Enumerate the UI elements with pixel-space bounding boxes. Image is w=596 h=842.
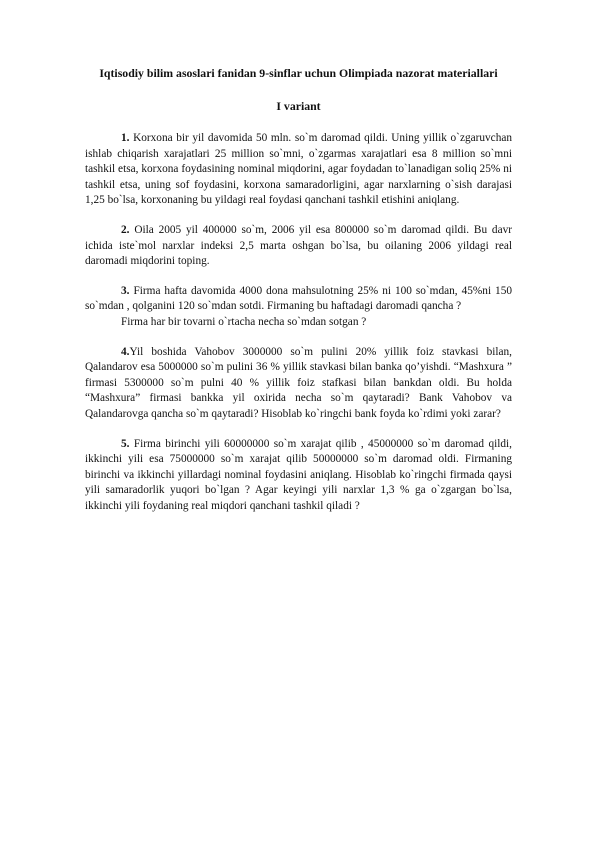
- document-page: [85, 66, 512, 528]
- problem-body: Firma hafta davomida 4000 dona mahsulotning 25% ni 100 so`mdan, 45%ni 150 so`mdan , qolganini 120 so`mdan sotdi. Firmaning bu haftadagi daromadi qancha ?: [85, 284, 513, 313]
- problem-5: [85, 437, 512, 515]
- problem-text: [85, 284, 512, 315]
- problem-number: 3.: [121, 284, 130, 297]
- problem-body: Firma birinchi yili 60000000 so`m xarajat qilib , 45000000 so`m daromad qildi, ikkinchi yili esa 75000000 so`m xarajat qilib 50000000 so`m daromad oldi. Firmaning birinchi va ikkinchi yillardagi nominal foydasini aniqlang. Hisoblab ko`ringchi firmada qaysi yili samaradorlik yuqori bo`lgan ? Agar keyingi yili narxlar 1,3 % ga o`zgargan bo`lsa, ikkinchi yili foydaning real miqdori qanchani tashkil qiladi ?: [85, 437, 512, 512]
- problem-body: Korxona bir yil davomida 50 mln. so`m daromad qildi. Uning yillik o`zgaruvchan ishlab chiqarish xarajatlari 25 million so`mni, o`zgarmas xarajatlari esa 8 million so`mni tashkil etsa, korxona foydasining nominal miqdorini, agar foydadan to`lanadigan soliq 25% ni tashkil etsa, uning sof foydasini, korxona samaradorligini, agar narxlarning o`sish darajasi 1,25 bo`lsa, korxonaning bu yildagi real foydasi qanchani tashkil etishini aniqlang.: [85, 132, 513, 207]
- problem-number: 4.: [121, 345, 130, 358]
- problem-body: Yil boshida Vahobov 3000000 so`m pulini 20% yillik foiz stavkasi bilan, Qalandarov esa 5000000 so`m pulini 36 % yillik stavkasi bilan banka qo’yishdi. “Mashxura ” firmasi 5300000 so`m pulni 40 % yillik foiz stafkasi bilan bankdan oldi. Bu holda “Mashxura” firmasi bankka yil oxirida necha so`m qaytaradi? Bank Vahobov va Qalandarovga qancha so`m qaytaradi? Hisoblab ko`ringchi bank foyda ko`rdimi yoki zarar?: [85, 345, 512, 420]
- problem-number: 2.: [121, 223, 130, 236]
- problem-text: [85, 345, 512, 423]
- problem-text: [85, 437, 512, 515]
- problem-number: 1.: [121, 132, 130, 144]
- problem-4: [85, 345, 512, 423]
- document-title: Iqtisodiy bilim asoslari fanidan 9-sinflar uchun Olimpiada nazorat materiallari: [99, 66, 498, 80]
- problem-number: 5.: [121, 437, 130, 450]
- problem-text: [85, 223, 512, 270]
- problem-1: [85, 131, 512, 209]
- variant-heading: I variant: [276, 99, 321, 114]
- problem-2: [85, 223, 512, 270]
- problem-subquestion: Firma har bir tovarni o`rtacha necha so`mdan sotgan ?: [121, 315, 367, 328]
- problem-3: [85, 284, 512, 331]
- problem-body: Oila 2005 yil 400000 so`m, 2006 yil esa 800000 so`m daromad qildi. Bu davr ichida iste`mol narxlar indeksi 2,5 marta oshgan bo`lsa, bu oilaning 2006 yildagi real daromadi miqdorini toping.: [85, 223, 512, 268]
- problem-text: [85, 131, 512, 209]
